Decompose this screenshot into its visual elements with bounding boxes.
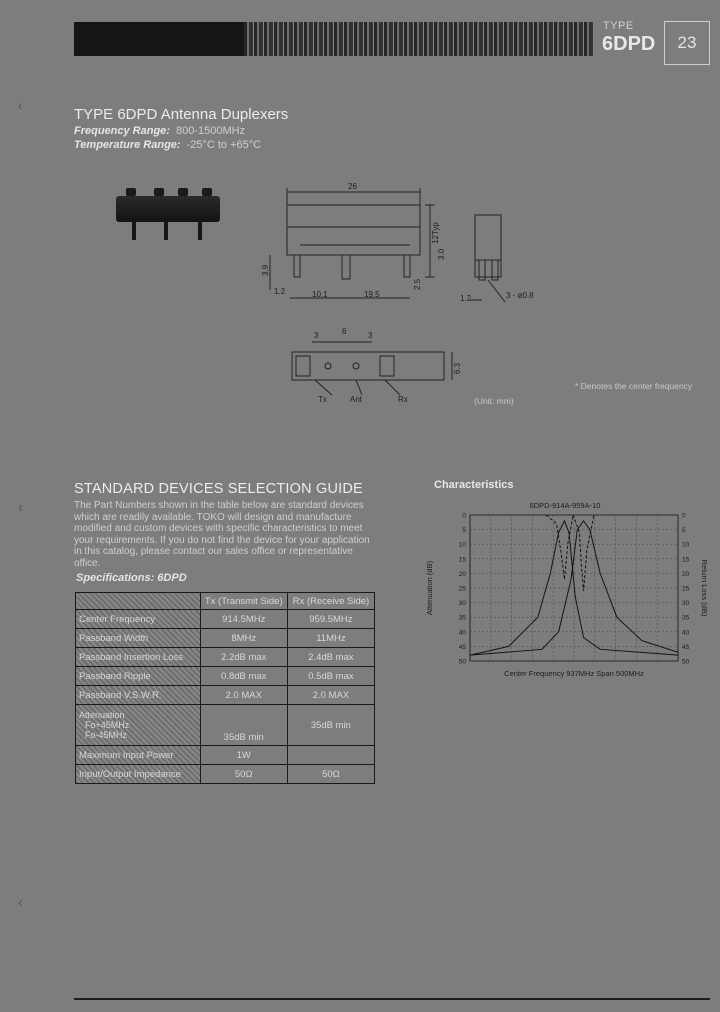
- table-row: [76, 667, 375, 686]
- brand-logo: [74, 22, 244, 56]
- dim-3-0: 3.0: [437, 248, 446, 260]
- attenuation-label-cell: [76, 705, 201, 746]
- page-number: 23: [664, 21, 710, 65]
- attenuation-tx-value: 35dB min: [200, 705, 287, 746]
- chart-y2-tick-label: 15: [682, 556, 690, 564]
- chart-y2-tick-label: 35: [682, 614, 690, 622]
- attenuation-sub2: Fo-45MHz: [85, 730, 128, 740]
- chart-y2-tick-label: 40: [682, 629, 690, 637]
- dim-10-1: 10.1: [312, 290, 328, 299]
- selection-guide-text: The Part Numbers shown in the table below are standard devices which are readily available. TOKO will design and manufacture modified and custom devices with specific characteristics to meet your requirements. If you do not find the device for your application in this catalog, please contact our sales office or representative office.: [74, 500, 370, 569]
- pin-label-rx: Rx: [398, 395, 408, 404]
- frequency-range: [74, 125, 245, 137]
- chart-y2label: Return Loss (dB): [700, 559, 709, 617]
- row-tx-value: 2.2dB max: [200, 648, 287, 667]
- chart-y-tick-label: 30: [458, 600, 466, 608]
- product-photo: [116, 184, 222, 242]
- row-tx-value: 914.5MHz: [200, 610, 287, 629]
- row-label: Passband Width: [76, 629, 201, 648]
- dim-pin-dia: 3 - ø0.8: [506, 291, 534, 300]
- pin-label-tx: Tx: [318, 395, 327, 404]
- chart-series-line: [573, 515, 594, 591]
- chart-y2-tick-label: 25: [682, 585, 690, 593]
- row-rx-value: 2.4dB max: [287, 648, 374, 667]
- table-row-attenuation: [76, 705, 375, 746]
- characteristics-chart: [420, 498, 710, 683]
- table-row: [76, 686, 375, 705]
- dim-pitch-3a: 3: [314, 331, 319, 340]
- row-label: Passband V.S.W.R.: [76, 686, 201, 705]
- dim-2-5: 2.5: [413, 278, 422, 290]
- table-row: [76, 629, 375, 648]
- row-label: Maximum Input Power: [76, 746, 201, 765]
- temperature-range: [74, 139, 261, 151]
- type-label: TYPE: [603, 20, 634, 32]
- specifications-table: [75, 592, 375, 784]
- dim-height: 12Typ: [431, 222, 440, 244]
- row-rx-value: 2.0 MAX: [287, 686, 374, 705]
- margin-mark: ‹: [18, 894, 23, 910]
- margin-mark: ‹: [18, 499, 23, 515]
- chart-y2-tick-label: 20: [682, 570, 690, 578]
- chart-y-tick-label: 25: [458, 585, 466, 593]
- table-header-tx: Tx (Transmit Side): [200, 593, 287, 610]
- pin-label-ant: Ant: [350, 395, 363, 404]
- attenuation-sub1: Fo+45MHz: [85, 720, 130, 730]
- attenuation-label: Attenuation: [79, 710, 125, 720]
- chart-y2-tick-label: 45: [682, 643, 690, 651]
- row-label: Input/Output Impedance: [76, 765, 201, 784]
- chart-ylabel: Attenuation (dB): [425, 560, 434, 616]
- margin-mark: ‹: [18, 97, 23, 113]
- row-label: Passband Insertion Loss: [76, 648, 201, 667]
- table-header-blank: [76, 593, 201, 610]
- row-tx-value: 1W: [200, 746, 287, 765]
- chart-y2-tick-label: 30: [682, 600, 690, 608]
- chart-y2-tick-label: 10: [682, 541, 690, 549]
- dim-6-3: 6.3: [453, 362, 462, 374]
- chart-xlabel: Center Frequency 937MHz Span 500MHz: [504, 669, 644, 678]
- table-row: [76, 648, 375, 667]
- row-tx-value: 2.0 MAX: [200, 686, 287, 705]
- unit-note: (Unit: mm): [474, 396, 514, 406]
- dim-19-5: 19.5: [364, 290, 380, 299]
- table-header-rx: Rx (Receive Side): [287, 593, 374, 610]
- frequency-value: 800-1500MHz: [175, 125, 246, 137]
- footer-rule: [74, 998, 710, 1000]
- chart-y-tick-label: 0: [462, 512, 466, 520]
- row-tx-value: 50Ω: [200, 765, 287, 784]
- temperature-label: Temperature Range:: [74, 139, 181, 151]
- chart-series-line: [546, 515, 573, 579]
- dim-3-9: 3.9: [261, 264, 270, 276]
- chart-y-tick-label: 35: [458, 614, 466, 622]
- dim-1-2: 1.2: [274, 287, 286, 296]
- chart-y2-tick-label: 0: [682, 512, 686, 520]
- dim-pitch-3b: 3: [368, 331, 373, 340]
- frequency-label: Frequency Range:: [74, 125, 170, 137]
- chart-y-tick-label: 20: [458, 570, 466, 578]
- dim-pitch-6: 6: [342, 327, 347, 336]
- product-title: TYPE 6DPD Antenna Duplexers: [74, 106, 289, 123]
- table-header-row: [76, 593, 375, 610]
- type-code: 6DPD: [602, 33, 656, 55]
- row-tx-value: 8MHz: [200, 629, 287, 648]
- dimension-drawing: [260, 180, 693, 410]
- row-label: Passband Ripple: [76, 667, 201, 686]
- row-rx-value: 50Ω: [287, 765, 374, 784]
- table-row: [76, 746, 375, 765]
- temperature-value: -25°C to +65°C: [186, 139, 262, 151]
- attenuation-rx-value: 35dB min: [287, 705, 374, 746]
- center-frequency-note: * Denotes the center frequency: [575, 381, 693, 391]
- chart-y-tick-label: 50: [458, 658, 466, 666]
- specifications-title: Specifications: 6DPD: [76, 572, 187, 584]
- row-rx-value: 11MHz: [287, 629, 374, 648]
- dim-width: 26: [348, 182, 357, 191]
- table-row: [76, 610, 375, 629]
- row-label: Center Frequency: [76, 610, 201, 629]
- row-tx-value: 0.8dB max: [200, 667, 287, 686]
- chart-title: Characteristics: [434, 479, 514, 491]
- dim-side-1-2: 1.2: [460, 294, 472, 303]
- row-rx-value: 0.5dB max: [287, 667, 374, 686]
- chart-subtitle: 6DPD-914A-959A-10: [529, 501, 601, 510]
- table-row: [76, 765, 375, 784]
- chart-y-tick-label: 15: [458, 556, 466, 564]
- chart-y-tick-label: 40: [458, 629, 466, 637]
- row-rx-value: 959.5MHz: [287, 610, 374, 629]
- chart-y-tick-label: 45: [458, 643, 466, 651]
- chart-y2-tick-label: 5: [682, 527, 686, 535]
- row-rx-value: [287, 746, 374, 765]
- chart-y2-tick-label: 50: [682, 658, 690, 666]
- chart-y-tick-label: 5: [462, 527, 466, 535]
- selection-guide-title: STANDARD DEVICES SELECTION GUIDE: [74, 481, 363, 497]
- chart-y-tick-label: 10: [458, 541, 466, 549]
